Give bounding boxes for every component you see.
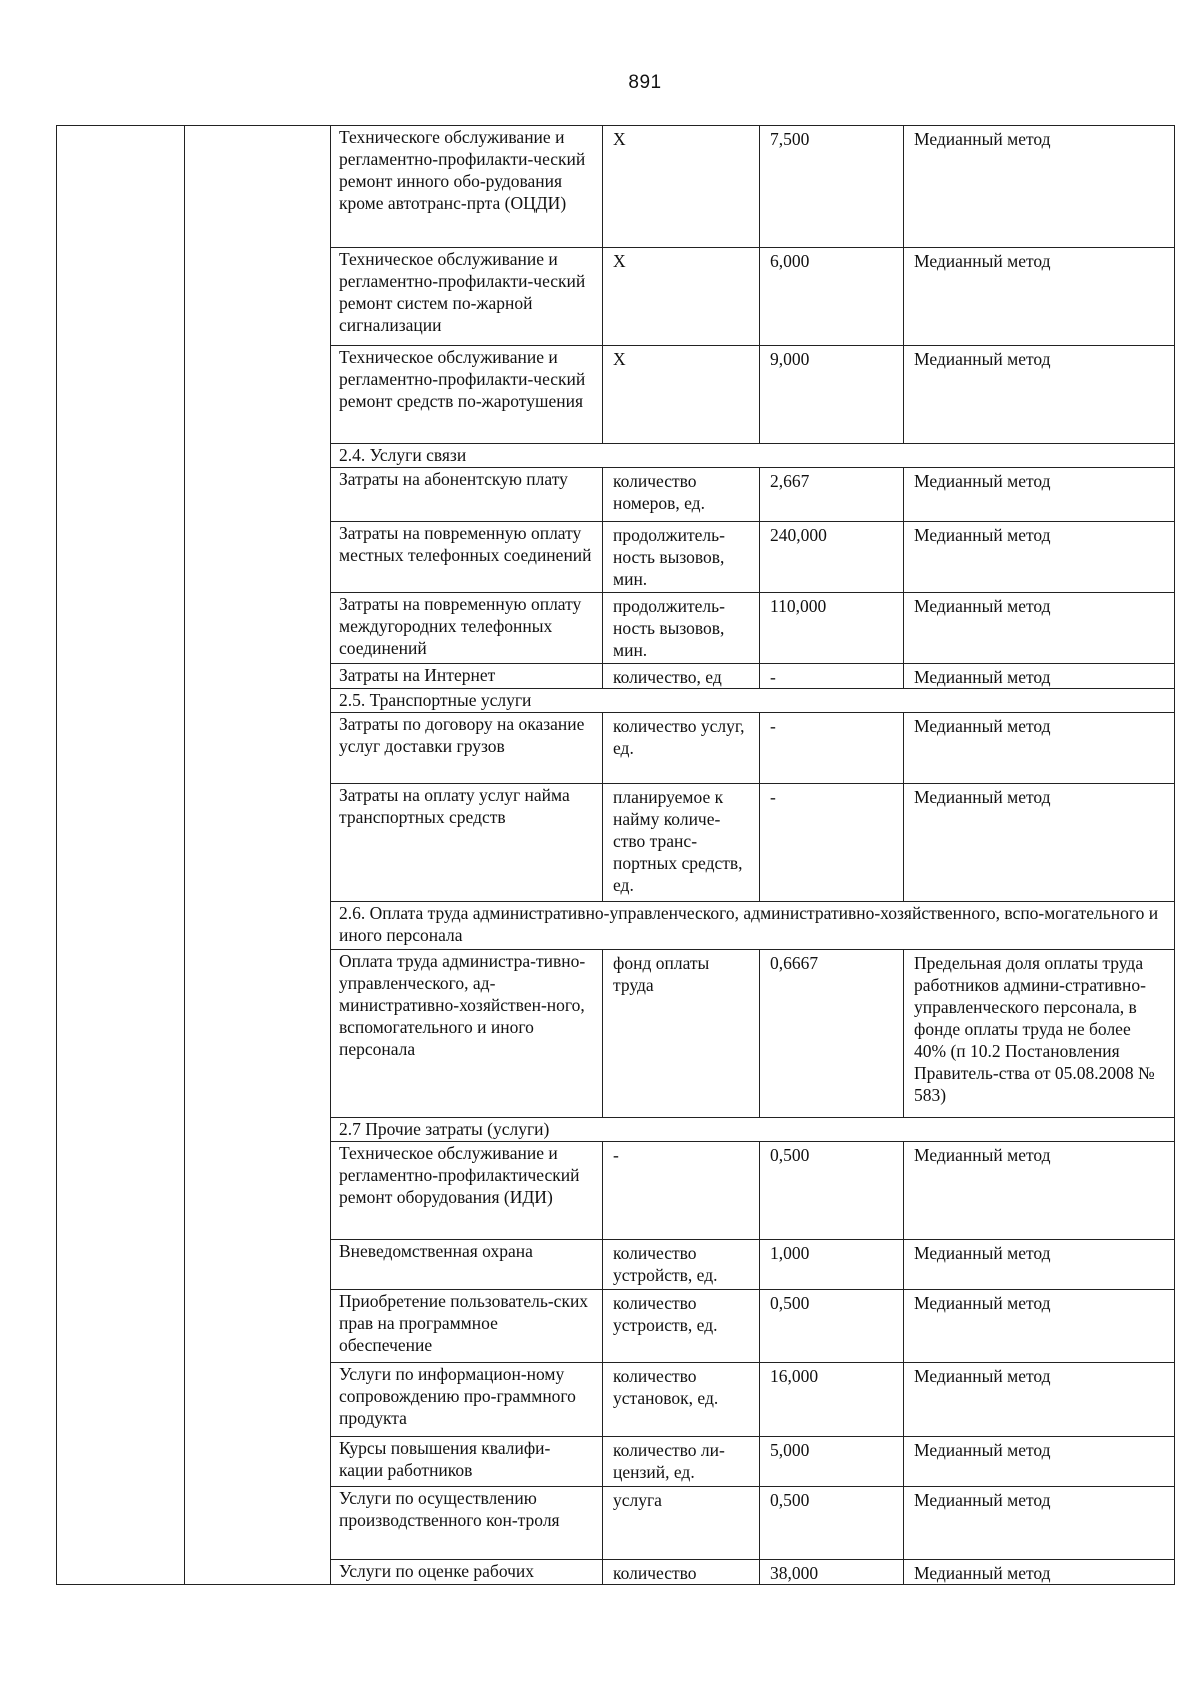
norm-value: 0,500 (760, 1142, 904, 1240)
cost-item-name: Затраты по договору на оказание услуг доставки грузов (331, 713, 603, 784)
norm-indicator: - (603, 1142, 760, 1240)
calculation-method: Медианный метод (904, 664, 1175, 689)
cost-item-name: Затраты на повременную оплату местных телефонных соединений (331, 522, 603, 593)
calculation-method: Медианный метод (904, 1437, 1175, 1487)
cost-item-name: Услуги по оценке рабочих (331, 1560, 603, 1585)
calculation-method: Медианный метод (904, 784, 1175, 902)
norm-value: - (760, 713, 904, 784)
calculation-method: Предельная доля оплаты труда работников админи-стративно-управленческого персонала, в фонде оплаты труда не более 40% (п 10.2 Постановления Правитель-ства от 05.08.2008 № 583) (904, 950, 1175, 1118)
norm-value: 16,000 (760, 1363, 904, 1437)
norm-indicator: количество ли-цензий, ед. (603, 1437, 760, 1487)
section-title: 2.6. Оплата труда административно-управленческого, административно-хозяйственного, вспо-могательного и иного персонала (331, 902, 1175, 950)
blank-column-2 (185, 126, 331, 1585)
norm-indicator: Х (603, 248, 760, 346)
section-title: 2.5. Транспортные услуги (331, 689, 1175, 713)
norm-value: 1,000 (760, 1240, 904, 1290)
cost-item-name: Техническое обслуживание и регламентно-профилактический ремонт оборудования (ИДИ) (331, 1142, 603, 1240)
norm-value: 240,000 (760, 522, 904, 593)
cost-norms-table (56, 125, 1175, 1585)
cost-item-name: Курсы повышения квалифи-кации работников (331, 1437, 603, 1487)
cost-item-name: Техническоге обслуживание и регламентно-профилакти-ческий ремонт инного обо-рудования кроме автотранс-прта (ОЦДИ) (331, 126, 603, 248)
norm-value: 7,500 (760, 126, 904, 248)
calculation-method: Медианный метод (904, 713, 1175, 784)
cost-item-name: Затраты на оплату услуг найма транспортных средств (331, 784, 603, 902)
norm-indicator: количество устроиств, ед. (603, 1290, 760, 1363)
calculation-method: Медианный метод (904, 468, 1175, 522)
calculation-method: Медианный метод (904, 346, 1175, 444)
norm-value: 38,000 (760, 1560, 904, 1585)
calculation-method: Медианный метод (904, 522, 1175, 593)
cost-item-name: Вневедомственная охрана (331, 1240, 603, 1290)
page-number: 891 (628, 72, 662, 93)
norm-value: 0,500 (760, 1290, 904, 1363)
norm-indicator: количество устройств, ед. (603, 1240, 760, 1290)
norm-value: 5,000 (760, 1437, 904, 1487)
norm-indicator: продолжитель-ность вызовов, мин. (603, 522, 760, 593)
norm-indicator: планируемое к найму количе-ство транс-портных средств, ед. (603, 784, 760, 902)
norm-indicator: количество установок, ед. (603, 1363, 760, 1437)
norm-value: 6,000 (760, 248, 904, 346)
norm-indicator: количество (603, 1560, 760, 1585)
norm-value: 110,000 (760, 593, 904, 664)
norm-value: - (760, 784, 904, 902)
norm-indicator: количество номеров, ед. (603, 468, 760, 522)
cost-item-name: Приобретение пользователь-ских прав на программное обеспечение (331, 1290, 603, 1363)
calculation-method: Медианный метод (904, 1240, 1175, 1290)
norm-indicator: Х (603, 126, 760, 248)
calculation-method: Медианный метод (904, 1560, 1175, 1585)
cost-item-name: Затраты на абонентскую плату (331, 468, 603, 522)
norm-indicator: количество, ед (603, 664, 760, 689)
cost-item-name: Оплата труда администра-тивно-управленческого, ад-министративно-хозяйствен-ного, вспомогательного и иного персонала (331, 950, 603, 1118)
norm-value: 0,500 (760, 1487, 904, 1560)
calculation-method: Медианный метод (904, 1142, 1175, 1240)
section-title: 2.4. Услуги связи (331, 444, 1175, 468)
norm-indicator: Х (603, 346, 760, 444)
cost-item-name: Услуги по осуществлению производственного кон-троля (331, 1487, 603, 1560)
norm-value: - (760, 664, 904, 689)
calculation-method: Медианный метод (904, 1487, 1175, 1560)
calculation-method: Медианный метод (904, 593, 1175, 664)
cost-item-name: Техническое обслуживание и регламентно-профилакти-ческий ремонт систем по-жарной сигнализации (331, 248, 603, 346)
norm-indicator: количество услуг, ед. (603, 713, 760, 784)
norm-indicator: услуга (603, 1487, 760, 1560)
norm-value: 9,000 (760, 346, 904, 444)
norm-value: 2,667 (760, 468, 904, 522)
section-title: 2.7 Прочие затраты (услуги) (331, 1118, 1175, 1142)
cost-item-name: Затраты на Интернет (331, 664, 603, 689)
calculation-method: Медианный метод (904, 248, 1175, 346)
cost-item-name: Техническое обслуживание и регламентно-профилакти-ческий ремонт средств по-жаротушения (331, 346, 603, 444)
norm-indicator: фонд оплаты труда (603, 950, 760, 1118)
calculation-method: Медианный метод (904, 1290, 1175, 1363)
table-body (57, 126, 1175, 1585)
norm-value: 0,6667 (760, 950, 904, 1118)
calculation-method: Медианный метод (904, 1363, 1175, 1437)
blank-column-1 (57, 126, 185, 1585)
calculation-method: Медианный метод (904, 126, 1175, 248)
norm-indicator: продолжитель-ность вызовов, мин. (603, 593, 760, 664)
cost-item-name: Затраты на повременную оплату междугородних телефонных соединений (331, 593, 603, 664)
cost-item-name: Услуги по информацион-ному сопровождению про-граммного продукта (331, 1363, 603, 1437)
table-row (57, 126, 1175, 248)
